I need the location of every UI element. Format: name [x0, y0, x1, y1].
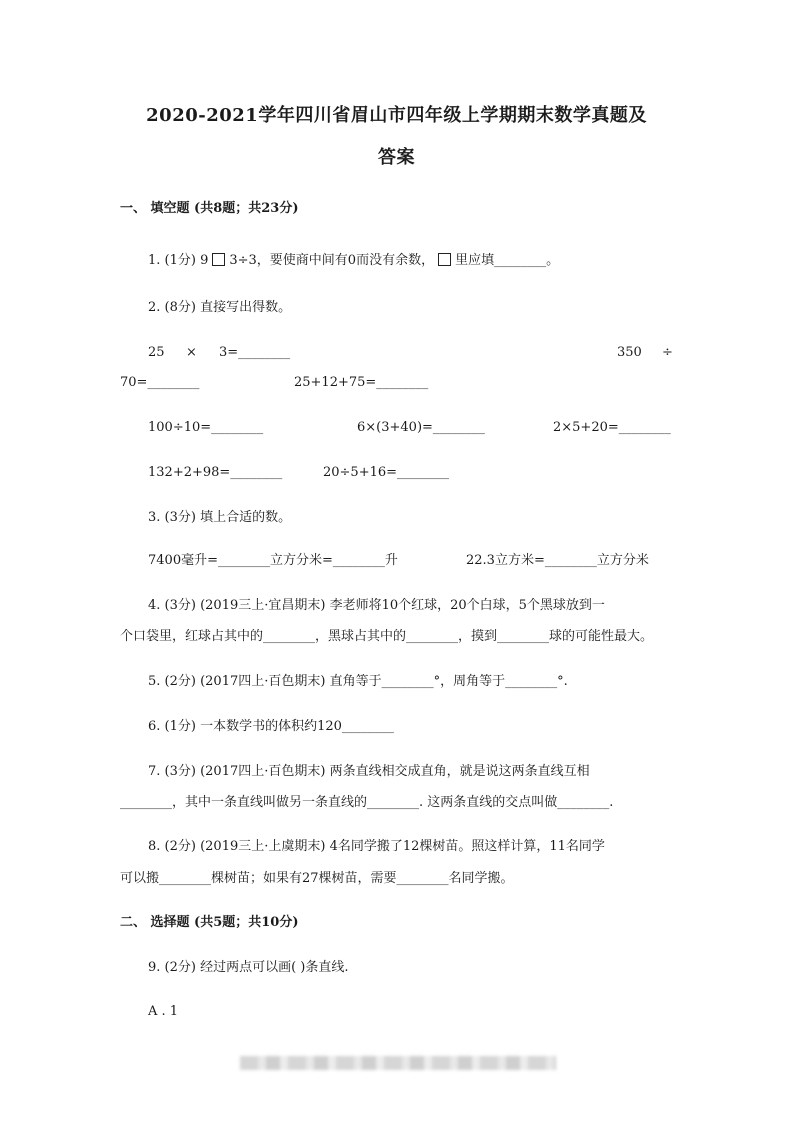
q2-row1-b: × [186, 345, 197, 360]
q2-row3-b: 6×(3+40)=________ [357, 420, 485, 435]
q2-row1-d: 350 [617, 345, 642, 360]
question-6: 6. (1分) 一本数学书的体积约120________ [148, 719, 394, 734]
question-4-line1: 4. (3分) (2019三上·宜昌期末) 李老师将10个红球，20个白球，5个黑球放到一 [148, 598, 605, 613]
question-7-line2: ________，其中一条直线叫做另一条直线的________. 这两条直线的交点叫做________. [120, 795, 614, 810]
q2-row3-a: 100÷10=________ [148, 420, 264, 435]
q1-part-a: 1. (1分) 9 [148, 253, 209, 268]
q2-row2-a: 70=________ [120, 375, 200, 390]
q2-row1-c: 3=________ [219, 345, 291, 360]
q2-row4-a: 132+2+98=________ [148, 465, 283, 480]
question-1 [148, 252, 559, 270]
page-title-line1: 2020-2021学年四川省眉山市四年级上学期期末数学真题及 [146, 105, 647, 126]
q2-row4-b: 20÷5+16=________ [323, 465, 450, 480]
question-7-line1: 7. (3分) (2017四上·百色期末) 两条直线相交成直角，就是说这两条直线互相 [148, 764, 590, 779]
blurred-footer-watermark [240, 1056, 556, 1070]
section-heading-choice: 二、 选择题 (共5题；共10分) [120, 915, 299, 930]
q9-option-a: A . 1 [148, 1004, 179, 1019]
blank-box-icon [212, 253, 225, 266]
question-9-stem: 9. (2分) 经过两点可以画( )条直线. [148, 960, 349, 975]
section-heading-fill-in: 一、 填空题 (共8题；共23分) [120, 201, 299, 216]
q1-part-b: 3÷3，要使商中间有0而没有余数， [229, 253, 435, 268]
question-3-stem: 3. (3分) 填上合适的数。 [148, 510, 292, 525]
q1-part-c: 里应填________。 [455, 253, 560, 268]
question-4-line2: 个口袋里，红球占其中的________，黑球占其中的________，摸到________球的可能性最大。 [120, 629, 654, 644]
q2-row3-c: 2×5+20=________ [553, 420, 671, 435]
blank-box-icon [438, 253, 451, 266]
q2-row1-a: 25 [148, 345, 165, 360]
question-8-line2: 可以搬________棵树苗；如果有27棵树苗，需要________名同学搬。 [120, 871, 514, 886]
question-2-stem: 2. (8分) 直接写出得数。 [148, 300, 292, 315]
question-8-line1: 8. (2分) (2019三上·上虞期末) 4名同学搬了12棵树苗。照这样计算，11名同学 [148, 839, 605, 854]
q2-row2-b: 25+12+75=________ [294, 375, 429, 390]
question-5: 5. (2分) (2017四上·百色期末) 直角等于________°，周角等于________°. [148, 674, 568, 689]
q3-part-a: 7400毫升=________立方分米=________升 [148, 553, 398, 568]
q2-row1-e: ÷ [662, 345, 673, 360]
q3-part-b: 22.3立方米=________立方分米 [466, 553, 649, 568]
page-title-line2: 答案 [378, 147, 415, 168]
